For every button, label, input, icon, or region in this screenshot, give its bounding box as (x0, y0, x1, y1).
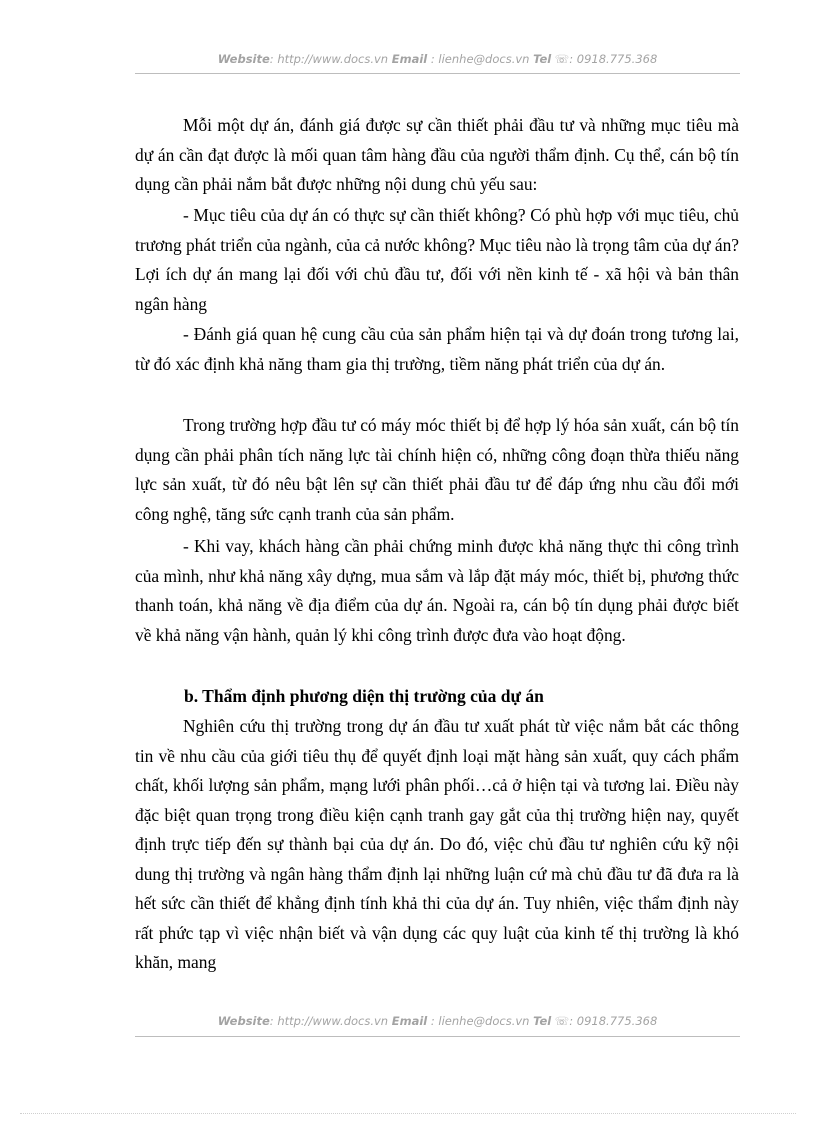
paragraph-1: Mỗi một dự án, đánh giá được sự cần thiết phải đầu tư và những mục tiêu mà dự án cần đạt được là mối quan tâm hàng đầu của người thẩm định. Cụ thể, cán bộ tín dụng cần phải nắm bắt được những nội dung chủ yếu sau: (135, 115, 739, 194)
paragraph-3: - Đánh giá quan hệ cung cầu của sản phẩm hiện tại và dự đoán trong tương lai, từ đó xác định khả năng tham gia thị trường, tiềm năng phát triển của dự án. (135, 324, 739, 374)
footer-email-address[interactable]: : lienhe@docs.vn (430, 1014, 530, 1028)
page-footer (135, 1014, 740, 1028)
paragraph-6: Nghiên cứu thị trường trong dự án đầu tư xuất phát từ việc nắm bắt các thông tin về nhu cầu của giới tiêu thụ để quyết định loại mặt hàng sản xuất, quy cách phẩm chất, khối lượng sản phẩm, mạng lưới phân phối…cả ở hiện tại và tương lai. Điều này đặc biệt quan trọng trong điều kiện cạnh tranh gay gắt của thị trường hiện nay, quyết định trực tiếp đến sự thành bại của dự án. Do đó, việc chủ đầu tư nghiên cứu kỹ nội dung thị trường và ngân hàng thẩm định lại những luận cứ mà chủ đầu tư đã đưa ra là hết sức cần thiết để khẳng định tính khả thi của dự án. Tuy nhiên, việc thẩm định này rất phức tạp vì việc nhận biết và vận dụng các quy luật của kinh tế thị trường là khó khăn, mang (135, 716, 739, 972)
header-tel-number: : 0918.775.368 (569, 52, 658, 66)
footer-tel-label: Tel (533, 1014, 552, 1028)
header-tel-label: Tel (533, 52, 552, 66)
header-website-label: Website (217, 52, 270, 66)
header-email-label: Email (391, 52, 428, 66)
page-header (135, 52, 740, 66)
footer-divider (135, 1036, 740, 1037)
footer-email-label: Email (391, 1014, 428, 1028)
header-email-address[interactable]: : lienhe@docs.vn (430, 52, 530, 66)
paragraph-5: - Khi vay, khách hàng cần phải chứng minh được khả năng thực thi công trình của mình, như khả năng xây dựng, mua sắm và lắp đặt máy móc, thiết bị, phương thức thanh toán, khả năng về địa điểm của dự án. Ngoài ra, cán bộ tín dụng phải được biết về khả năng vận hành, quản lý khi công trình được đưa vào hoạt động. (135, 536, 739, 645)
footer-tel-number: : 0918.775.368 (569, 1014, 658, 1028)
page-bottom-border (20, 1113, 796, 1114)
section-heading: b. Thẩm định phương diện thị trường của dự án (184, 686, 544, 706)
paragraph-4: Trong trường hợp đầu tư có máy móc thiết bị để hợp lý hóa sản xuất, cán bộ tín dụng cần phải phân tích năng lực tài chính hiện có, những công đoạn thừa thiếu năng lực sản xuất, từ đó nêu bật lên sự cần thiết phải đầu tư để đáp ứng nhu cầu đổi mới công nghệ, tăng sức cạnh tranh của sản phẩm. (135, 415, 739, 524)
phone-icon: ☏ (554, 52, 570, 66)
footer-website-url[interactable]: : http://www.docs.vn (269, 1014, 389, 1028)
header-website-url[interactable]: : http://www.docs.vn (269, 52, 389, 66)
header-divider (135, 73, 740, 74)
phone-icon: ☏ (554, 1014, 570, 1028)
footer-website-label: Website (217, 1014, 270, 1028)
paragraph-2: - Mục tiêu của dự án có thực sự cần thiết không? Có phù hợp với mục tiêu, chủ trương phát triển của ngành, của cả nước không? Mục tiêu nào là trọng tâm của dự án? Lợi ích dự án mang lại đối với chủ đầu tư, đối với nền kinh tế - xã hội và bản thân ngân hàng (135, 205, 739, 314)
